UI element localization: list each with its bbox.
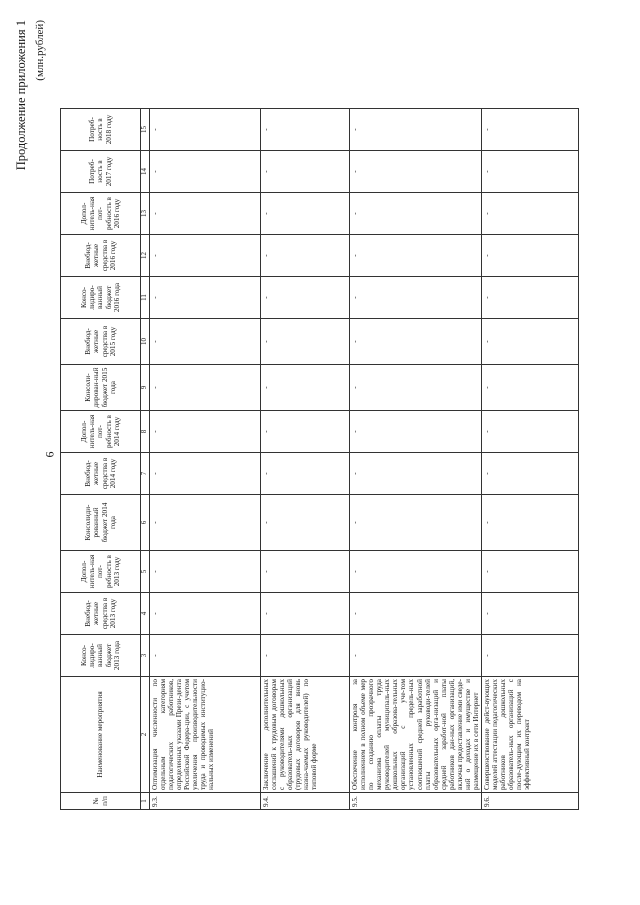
row-number: 9.3. bbox=[150, 793, 261, 810]
column-number: 10 bbox=[141, 319, 150, 365]
value-cell: - bbox=[150, 319, 261, 365]
table-row bbox=[261, 109, 350, 810]
column-header: Консо-лидиро-ванный бюджет 2016 года bbox=[61, 277, 141, 319]
column-header: Внебюд-жетные средства в 2013 году bbox=[61, 593, 141, 635]
column-header: Наименование мероприятия bbox=[61, 677, 141, 793]
value-cell: - bbox=[150, 235, 261, 277]
value-cell: - bbox=[482, 193, 579, 235]
table-row bbox=[350, 109, 482, 810]
column-number: 1 bbox=[141, 793, 150, 810]
value-cell: - bbox=[261, 495, 350, 551]
value-cell: - bbox=[482, 635, 579, 677]
value-cell: - bbox=[150, 593, 261, 635]
column-header: Допол-нитель-ная пот-ребность в 2016 году bbox=[61, 193, 141, 235]
value-cell: - bbox=[261, 635, 350, 677]
value-cell: - bbox=[150, 453, 261, 495]
value-cell: - bbox=[350, 411, 482, 453]
column-header: Консоли-дирован-ный бюджет 2015 года bbox=[61, 365, 141, 411]
value-cell: - bbox=[482, 319, 579, 365]
header-row bbox=[61, 109, 141, 810]
column-number: 15 bbox=[141, 109, 150, 151]
column-number: 11 bbox=[141, 277, 150, 319]
column-header: Потреб-ность в 2018 году bbox=[61, 109, 141, 151]
column-header: Допол-нитель-ная пот-ребность в 2013 году bbox=[61, 551, 141, 593]
value-cell: - bbox=[150, 109, 261, 151]
value-cell: - bbox=[482, 551, 579, 593]
column-number: 13 bbox=[141, 193, 150, 235]
value-cell: - bbox=[261, 109, 350, 151]
measure-name: Совершенствование дейст-вующих моделей аттестации педагогических работников дошкольных образователь-ных организаций с после-дующим их переводом на эффективный контракт bbox=[482, 677, 579, 793]
value-cell: - bbox=[482, 593, 579, 635]
column-header: Внебюд-жетные средства в 2016 году bbox=[61, 235, 141, 277]
column-number: 5 bbox=[141, 551, 150, 593]
value-cell: - bbox=[150, 495, 261, 551]
row-number: 9.4. bbox=[261, 793, 350, 810]
value-cell: - bbox=[482, 411, 579, 453]
value-cell: - bbox=[261, 277, 350, 319]
value-cell: - bbox=[482, 365, 579, 411]
value-cell: - bbox=[350, 193, 482, 235]
measure-name: Заключение дополнительных соглашений к трудовым договорам с руководителями дошкольных образователь-ных организаций (трудовых договоров для вновь назна-чаемых руководителей) по типовой форме bbox=[261, 677, 350, 793]
column-number: 14 bbox=[141, 151, 150, 193]
value-cell: - bbox=[350, 365, 482, 411]
value-cell: - bbox=[150, 411, 261, 453]
value-cell: - bbox=[261, 453, 350, 495]
value-cell: - bbox=[261, 551, 350, 593]
row-number: 9.5. bbox=[350, 793, 482, 810]
column-number-row bbox=[141, 109, 150, 810]
column-header: Допол-нитель-ная пот-ребность в 2014 году bbox=[61, 411, 141, 453]
column-number: 8 bbox=[141, 411, 150, 453]
value-cell: - bbox=[261, 593, 350, 635]
column-number: 12 bbox=[141, 235, 150, 277]
value-cell: - bbox=[261, 235, 350, 277]
value-cell: - bbox=[261, 151, 350, 193]
value-cell: - bbox=[150, 551, 261, 593]
column-number: 4 bbox=[141, 593, 150, 635]
value-cell: - bbox=[350, 453, 482, 495]
measure-name: Оптимизация численности по отдельным категориям педагогических работников, определенных указами Прези-дента Российской Федера-ции, с учетом увеличения производительности труда и проводимых институцио-нальных изменений bbox=[150, 677, 261, 793]
column-number: 9 bbox=[141, 365, 150, 411]
value-cell: - bbox=[482, 235, 579, 277]
column-number: 3 bbox=[141, 635, 150, 677]
units-label: (млн.рублей) bbox=[34, 20, 46, 81]
column-header: № п/п bbox=[61, 793, 141, 810]
column-number: 6 bbox=[141, 495, 150, 551]
value-cell: - bbox=[261, 193, 350, 235]
value-cell: - bbox=[482, 495, 579, 551]
value-cell: - bbox=[350, 151, 482, 193]
value-cell: - bbox=[482, 109, 579, 151]
table-row bbox=[150, 109, 261, 810]
column-header: Внебюд-жетные средства в 2015 году bbox=[61, 319, 141, 365]
value-cell: - bbox=[350, 277, 482, 319]
column-number: 7 bbox=[141, 453, 150, 495]
value-cell: - bbox=[150, 151, 261, 193]
value-cell: - bbox=[150, 365, 261, 411]
column-header: Внебюд-жетные средства в 2014 году bbox=[61, 453, 141, 495]
value-cell: - bbox=[150, 635, 261, 677]
value-cell: - bbox=[350, 551, 482, 593]
column-header: Консолиди-рованный бюджет 2014 года bbox=[61, 495, 141, 551]
value-cell: - bbox=[350, 109, 482, 151]
column-header: Потреб-ность в 2017 году bbox=[61, 151, 141, 193]
measure-name: Обеспечение контроля за исполнением в полном объеме мер по созданию прозрачного механизма оплаты труда руководителей муниципаль-ных дошкольных образова-тельных организаций с уче-том установленных предель-ных соотношений средней заработной платы руководи-телей образовательных орга-низаций и средней заработ-ной платы работников дан-ных организаций, включая предоставление ими сведе-ний о доходах и имуществе и размещение их в сети Интернет bbox=[350, 677, 482, 793]
table-row bbox=[482, 109, 579, 810]
value-cell: - bbox=[350, 495, 482, 551]
value-cell: - bbox=[350, 593, 482, 635]
value-cell: - bbox=[261, 411, 350, 453]
value-cell: - bbox=[350, 635, 482, 677]
value-cell: - bbox=[482, 151, 579, 193]
value-cell: - bbox=[482, 453, 579, 495]
column-number: 2 bbox=[141, 677, 150, 793]
column-header: Консо-лидиро-ванный бюджет 2013 года bbox=[61, 635, 141, 677]
page-number: 6 bbox=[42, 451, 57, 458]
value-cell: - bbox=[261, 319, 350, 365]
value-cell: - bbox=[482, 277, 579, 319]
funding-table bbox=[60, 108, 579, 810]
row-number: 9.6. bbox=[482, 793, 579, 810]
value-cell: - bbox=[350, 319, 482, 365]
value-cell: - bbox=[350, 235, 482, 277]
value-cell: - bbox=[261, 365, 350, 411]
value-cell: - bbox=[150, 277, 261, 319]
value-cell: - bbox=[150, 193, 261, 235]
appendix-caption: Продолжение приложения 1 bbox=[14, 20, 28, 171]
